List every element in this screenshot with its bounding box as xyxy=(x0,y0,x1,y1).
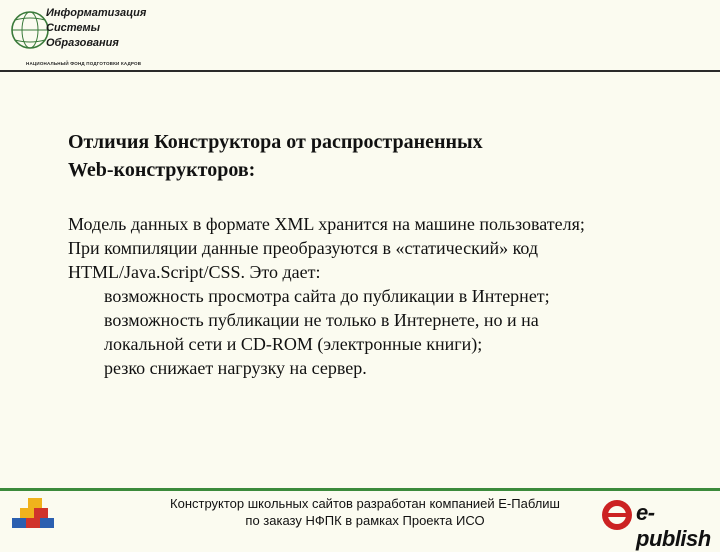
sub-point-2-line-2: локальной сети и CD-ROM (электронные книги); xyxy=(104,334,483,354)
footer-line-1: Конструктор школьных сайтов разработан компанией Е-Паблиш xyxy=(170,496,560,511)
point-1: Модель данных в формате XML хранится на машине пользователя; xyxy=(68,214,585,234)
logo-line-1: Информатизация xyxy=(46,7,147,19)
sub-point-3: резко снижает нагрузку на сервер. xyxy=(104,358,367,378)
logo-line-3: Образования xyxy=(46,37,119,49)
sub-point-2-line-1: возможность публикации не только в Интернете, но и на xyxy=(104,310,539,330)
slide-title-line-1: Отличия Конструктора от распространенных xyxy=(68,131,483,153)
slide-title-line-2: Web-конструкторов: xyxy=(68,159,256,181)
globe-icon xyxy=(10,6,50,62)
epublish-brand: e-publish xyxy=(636,500,711,551)
logo-text xyxy=(46,6,146,51)
header xyxy=(0,0,720,72)
point-2-line-2: HTML/Java.Script/CSS. Это дает: xyxy=(68,262,321,282)
logo-line-2: Системы xyxy=(46,22,101,34)
footer-line-2: по заказу НФПК в рамках Проекта ИСО xyxy=(245,513,485,528)
header-divider xyxy=(0,70,720,72)
blocks-logo-icon xyxy=(8,496,60,532)
footer-divider xyxy=(0,488,720,491)
footer-credits xyxy=(120,495,610,529)
sub-point-1: возможность просмотра сайта до публикации в Интернет; xyxy=(104,286,550,306)
slide-content xyxy=(68,128,708,380)
point-2-line-1: При компиляции данные преобразуются в «статический» код xyxy=(68,238,539,258)
logo-subtitle: НАЦИОНАЛЬНЫЙ ФОНД ПОДГОТОВКИ КАДРОВ xyxy=(26,61,142,66)
